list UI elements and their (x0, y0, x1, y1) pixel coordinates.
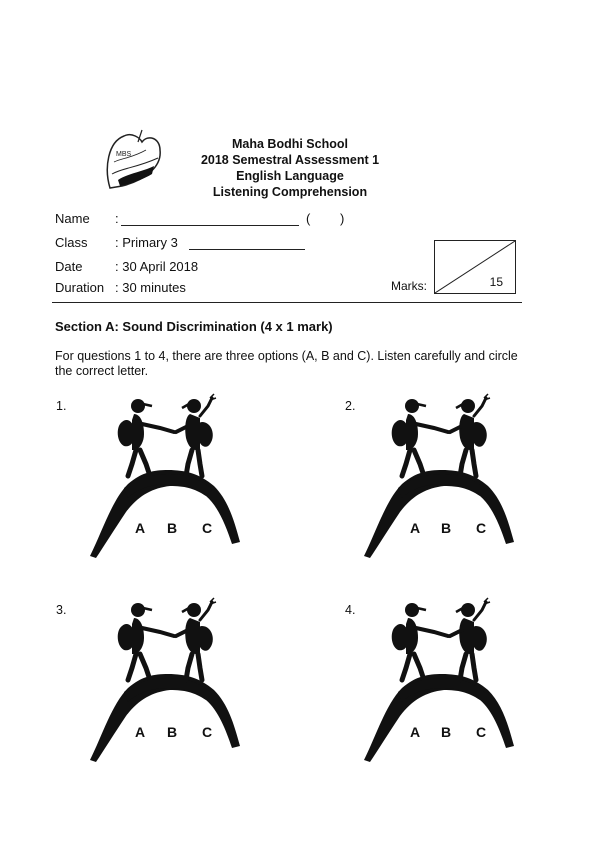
marks-total: 15 (489, 275, 503, 289)
option-b[interactable]: B (167, 724, 178, 740)
class-value: : Primary 3 (115, 235, 178, 250)
name-label: Name (55, 211, 90, 226)
paper-title: Listening Comprehension (212, 185, 368, 199)
question-1 (56, 397, 66, 415)
question-number: 4. (345, 603, 356, 617)
two-hikers-on-hill-icon (88, 596, 248, 766)
assessment-title: 2018 Semestral Assessment 1 (200, 153, 380, 167)
duration-label: Duration (55, 280, 105, 295)
two-hikers-on-hill-icon (88, 392, 248, 562)
question-number: 3. (56, 603, 67, 617)
two-hikers-on-hill-icon (362, 392, 522, 562)
option-b[interactable]: B (167, 520, 178, 536)
option-a[interactable]: A (135, 724, 146, 740)
subject-title: English Language (236, 169, 344, 183)
two-hikers-on-hill-icon (362, 596, 522, 766)
option-c[interactable]: C (476, 520, 487, 536)
option-a[interactable]: A (135, 520, 146, 536)
option-b[interactable]: B (441, 520, 452, 536)
register-number-open: ( (306, 211, 311, 226)
date-label: Date (55, 259, 83, 274)
class-label: Class (55, 235, 88, 250)
name-colon: : (115, 211, 119, 226)
section-title: Section A: Sound Discrimination (4 x 1 mark) (55, 319, 333, 334)
date-value: : 30 April 2018 (115, 259, 199, 274)
section-instructions: For questions 1 to 4, there are three options (A, B and C). Listen carefully and circle the correct letter. (55, 349, 518, 378)
question-number: 1. (56, 399, 67, 413)
option-c[interactable]: C (202, 724, 213, 740)
option-c[interactable]: C (202, 520, 213, 536)
option-a[interactable]: A (410, 724, 421, 740)
question-4 (345, 601, 355, 619)
duration-value: : 30 minutes (115, 280, 186, 295)
question-number: 2. (345, 399, 356, 413)
svg-text:MBS: MBS (116, 151, 132, 158)
option-b[interactable]: B (441, 724, 452, 740)
option-c[interactable]: C (476, 724, 487, 740)
question-2 (345, 397, 355, 415)
question-3 (56, 601, 66, 619)
register-number-close: ) (340, 211, 345, 226)
school-name: Maha Bodhi School (232, 137, 348, 151)
marks-label: Marks: (391, 279, 427, 293)
option-a[interactable]: A (410, 520, 421, 536)
